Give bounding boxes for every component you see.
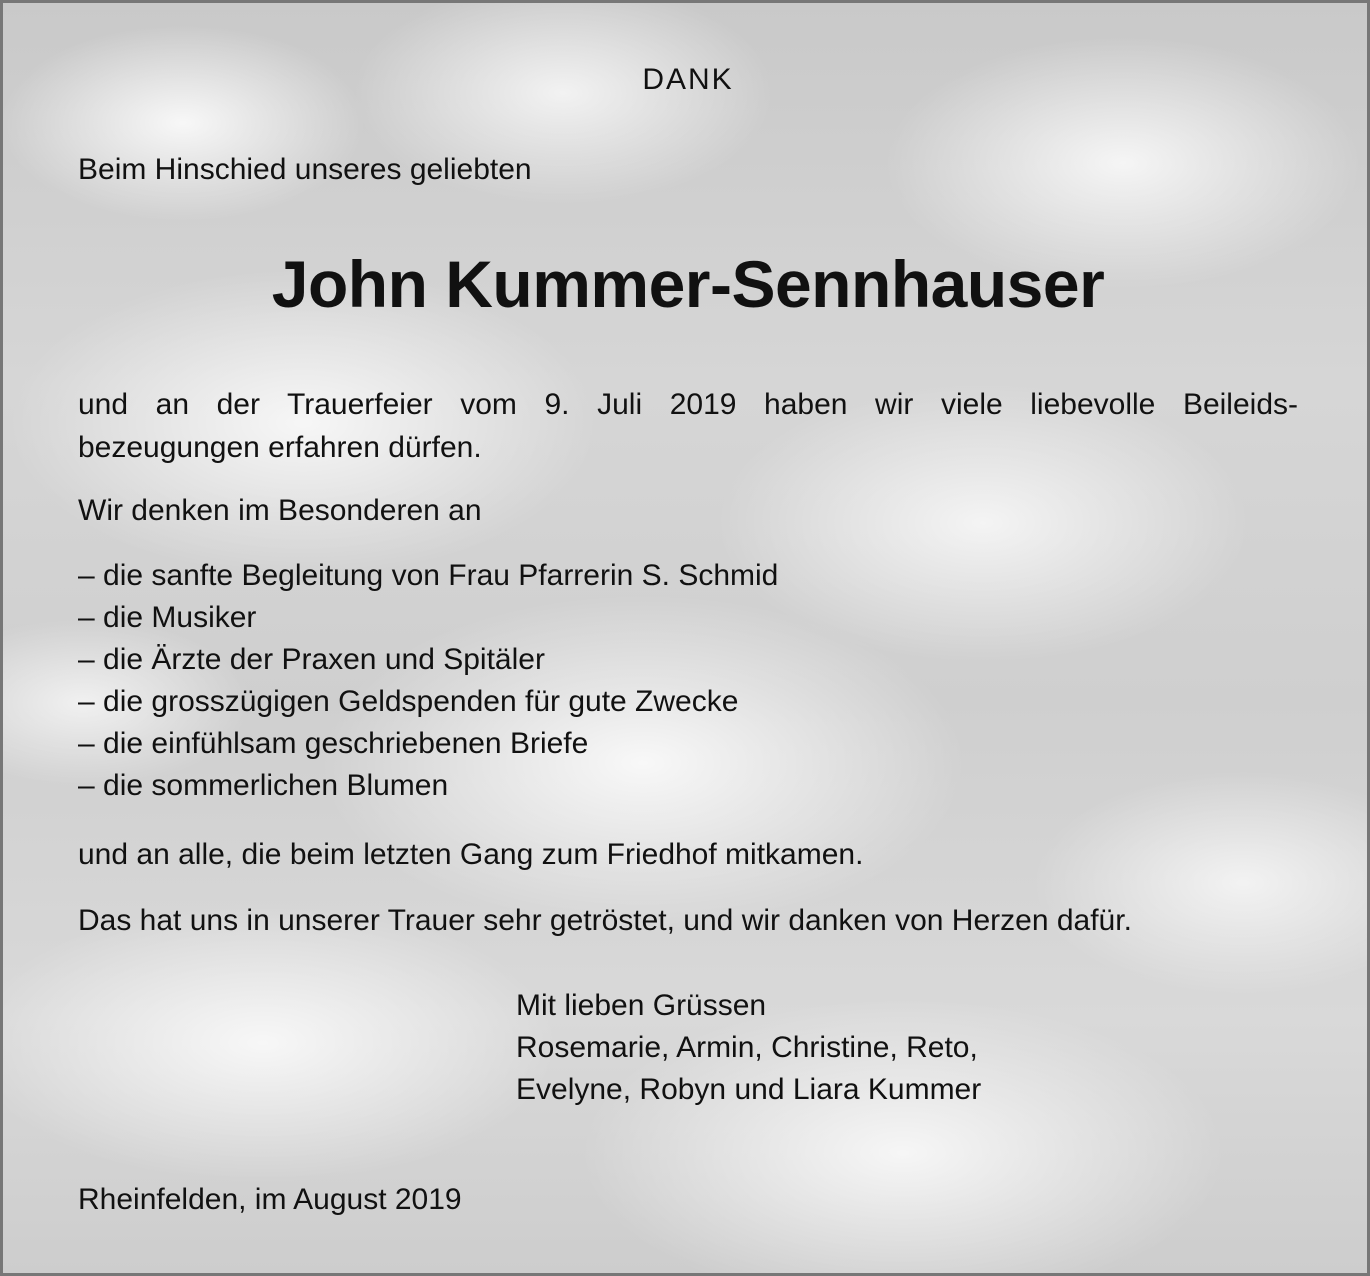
thanks-list [78,555,778,807]
closing-names-line-1: Rosemarie, Armin, Christine, Reto, [516,1031,978,1064]
closing-greeting: Mit lieben Grüssen [516,989,767,1022]
closing-names-line-2: Evelyne, Robyn und Liara Kummer [516,1073,982,1106]
place-date: Rheinfelden, im August 2019 [78,1183,462,1216]
paragraph-gratitude: Das hat uns in unserer Trauer sehr getröstet, und wir danken von Herzen dafür. [78,904,1132,937]
paragraph-thanks [78,383,1298,469]
paragraph-special-thanks: Wir denken im Besonderen an [78,494,482,527]
list-item: – die grosszügigen Geldspenden für gute Zwecke [78,685,739,718]
intro-text: Beim Hinschied unseres geliebten [78,153,532,186]
notice-heading: DANK [642,63,734,96]
list-item: – die einfühlsam geschriebenen Briefe [78,727,589,760]
deceased-name: John Kummer-Sennhauser [271,247,1105,321]
list-item: – die sanfte Begleitung von Frau Pfarrerin S. Schmid [78,559,779,592]
paragraph-all: und an alle, die beim letzten Gang zum Friedhof mitkamen. [78,838,864,871]
closing-signature [516,985,981,1111]
paragraph-thanks-line-1: und an der Trauerfeier vom 9. Juli 2019 haben wir viele liebevolle Beileids- [78,388,1298,421]
paragraph-thanks-line-2: bezeugungen erfahren dürfen. [78,431,482,464]
list-item: – die sommerlichen Blumen [78,769,449,802]
list-item: – die Musiker [78,601,257,634]
list-item: – die Ärzte der Praxen und Spitäler [78,643,545,676]
